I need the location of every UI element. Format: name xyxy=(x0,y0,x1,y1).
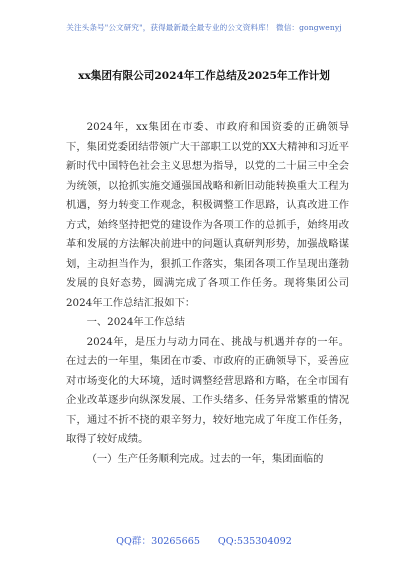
header-note: 关注头条号"公文研究"，获得最新最全最专业的公文资料库！ 微信：gongwenyj xyxy=(66,23,342,32)
footer-qq-group: QQ群：30265665 xyxy=(116,536,200,547)
document-body xyxy=(66,118,349,469)
section-heading: 一、2024年工作总结 xyxy=(86,316,185,328)
footer-qq: QQ:535304092 xyxy=(217,536,292,547)
paragraph-subsection: （一）生产任务顺利完成。过去的一年，集团面临的 xyxy=(86,452,324,465)
paragraph-intro: 2024年，xx集团在市委、市政府和国资委的正确领导下，集团党委团结带领广大干部职工以党的XX大精神和习近平新时代中国特色社会主义思想为指导，以党的二十届三中全会为统领，以抢抓实施交通强国战略和新旧动能转换重大工程为机遇，努力转变工作观念，积极调整工作思路，认真改进工作方式，始终坚持把党的建设作为各项工作的总抓手，始终用改革和发展的方法解决前进中的问题认真研判形势，加强战略谋划，主动担当作为，狠抓工作落实，集团各项工作呈现出蓬勃发展的良好态势，圆满完成了各项工作任务。现将集团公司2024年工作总结汇报如下： xyxy=(66,121,349,309)
paragraph-summary: 2024年，是压力与动力同在、挑战与机遇并存的一年。在过去的一年里，集团在市委、市政府的正确领导下，妥善应对市场变化的大环境，适时调整经营思路和方略，在全市国有企业改革逐步向纵深发展、工作头绪多、任务异常繁重的情况下，通过不折不挠的艰辛努力，较好地完成了年度工作任务，取得了较好成绩。 xyxy=(66,335,349,445)
footer-contact xyxy=(0,533,408,547)
document-title: xx集团有限公司2024年工作总结及2025年工作计划 xyxy=(78,70,330,82)
